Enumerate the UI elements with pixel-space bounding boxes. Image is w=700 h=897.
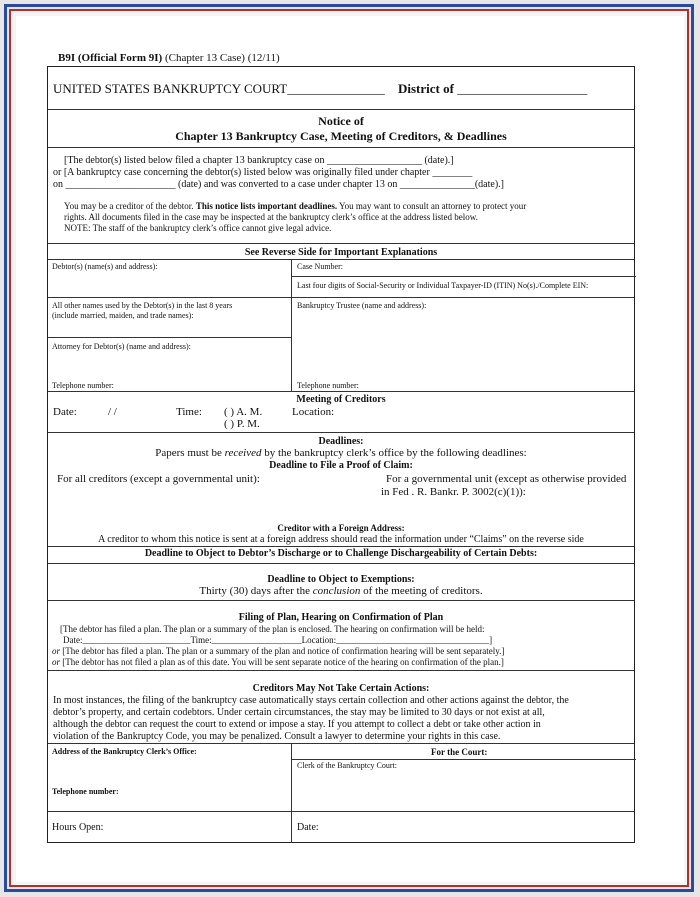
exemptions-italic: conclusion — [312, 585, 361, 597]
deadlines-header: Deadlines: — [318, 436, 364, 447]
divider — [48, 600, 634, 601]
district-blank[interactable]: ____________________ — [457, 81, 588, 96]
creditor-notice-line3: NOTE: The staff of the bankruptcy clerk’s office cannot give legal advice. — [64, 223, 332, 233]
foreign-address-text: A creditor to whom this notice is sent at a foreign address should read the information under “Claims” on the reverse side — [98, 534, 584, 545]
ssn-field[interactable]: Last four digits of Social-Security or Individual Taxpayer-ID (ITIN) No(s)./Complete EIN: — [297, 281, 589, 290]
deadlines-intro-italic: received — [224, 447, 262, 459]
court-header — [53, 81, 587, 97]
plan-or-2: or — [52, 657, 61, 667]
creditor-notice-post: You may want to consult an attorney to protect your — [339, 201, 527, 211]
plan-line3 — [52, 646, 504, 656]
other-names-field-line2: (include married, maiden, and trade names): — [52, 311, 194, 320]
plan-or-1: or — [52, 646, 61, 656]
other-names-field-line1[interactable]: All other names used by the Debtor(s) in the last 8 years — [52, 301, 233, 310]
clerk-address-field[interactable]: Address of the Bankruptcy Clerk’s Office: — [52, 747, 197, 756]
discharge-deadline-header: Deadline to Object to Debtor’s Discharge or to Challenge Dischargeability of Certain Debts: — [144, 548, 538, 559]
form-id-rest: (Chapter 13 Case) (12/11) — [164, 52, 280, 64]
form-id-official: B9I (Official Form 9I) — [58, 52, 163, 64]
meeting-pm-option[interactable]: ( ) P. M. — [224, 418, 260, 430]
deadlines-intro — [48, 447, 634, 459]
footer-date-field[interactable]: Date: — [297, 822, 319, 833]
plan-header: Filing of Plan, Hearing on Confirmation of Plan — [238, 612, 444, 623]
divider — [48, 563, 634, 564]
creditor-notice-line1 — [64, 201, 526, 211]
plan-line3-text: [The debtor has filed a plan. The plan or a summary of the plan and notice of confirmation hearing will be sent separately.] — [62, 646, 505, 656]
plan-hearing-line[interactable]: Date:________________________Time:____________________Location:__________________________________] — [63, 635, 493, 645]
filing-line3: on ______________________ (date) and was converted to a case under chapter 13 on _______________(date).] — [53, 179, 504, 190]
deadlines-intro-pre: Papers must be — [155, 447, 222, 459]
divider — [48, 432, 634, 433]
divider — [48, 811, 634, 812]
court-name: UNITED STATES BANKRUPTCY COURT — [53, 81, 288, 96]
divider — [48, 147, 634, 148]
all-creditors-deadline: For all creditors (except a governmental unit): — [57, 473, 260, 485]
meeting-header: Meeting of Creditors — [296, 394, 386, 405]
exemptions-post: of the meeting of creditors. — [363, 585, 483, 597]
creditor-notice-line2: rights. All documents filed in the case may be inspected at the bankruptcy clerk’s office at the address listed below. — [64, 212, 478, 222]
telephone-right-field[interactable]: Telephone number: — [297, 381, 359, 390]
actions-line1: In most instances, the filing of the bankruptcy case automatically stays certain collection and other actions against the debtor, the — [53, 695, 569, 706]
proof-of-claim-header: Deadline to File a Proof of Claim: — [269, 460, 413, 471]
exemptions-text — [48, 585, 634, 597]
divider — [291, 276, 636, 277]
divider — [48, 109, 634, 110]
creditor-notice-pre: You may be a creditor of the debtor. — [64, 201, 194, 211]
divider — [48, 546, 634, 547]
actions-line2: debtor’s property, and certain codebtors. Under certain circumstances, the stay may be limited to 30 days or not exist at all, — [53, 707, 545, 718]
attorney-field[interactable]: Attorney for Debtor(s) (name and address): — [52, 342, 191, 351]
gov-unit-deadline-line1: For a governmental unit (except as otherwise provided — [386, 473, 627, 485]
meeting-date-field[interactable]: / / — [108, 406, 117, 418]
meeting-am-option[interactable]: ( ) A. M. — [224, 406, 263, 418]
footer-column-divider — [291, 743, 292, 843]
actions-line3: although the debtor can request the court to extend or impose a stay. If you attempt to collect a debt or take other action in — [53, 719, 541, 730]
court-name-blank[interactable]: _______________ — [287, 81, 385, 96]
foreign-address-header: Creditor with a Foreign Address: — [277, 523, 405, 533]
divider — [48, 670, 634, 671]
district-label: District of — [398, 81, 454, 96]
notice-title-line1: Notice of — [318, 114, 364, 128]
plan-line1: [The debtor has filed a plan. The plan or a summary of the plan is enclosed. The hearing on confirmation will be held: — [60, 624, 485, 634]
notice-title-line2: Chapter 13 Bankruptcy Case, Meeting of Creditors, & Deadlines — [175, 129, 507, 143]
reverse-side-header: See Reverse Side for Important Explanations — [244, 247, 438, 258]
hours-open-field[interactable]: Hours Open: — [52, 822, 104, 833]
fields-column-divider — [291, 259, 292, 391]
case-number-field[interactable]: Case Number: — [297, 262, 343, 271]
divider — [48, 337, 291, 338]
gov-unit-deadline-line2: in Fed . R. Bankr. P. 3002(c)(1)): — [381, 486, 526, 498]
exemptions-header: Deadline to Object to Exemptions: — [267, 574, 415, 585]
divider — [291, 759, 636, 760]
deadlines-intro-post: by the bankruptcy clerk’s office by the following deadlines: — [264, 447, 527, 459]
plan-line4-text: [The debtor has not filed a plan as of this date. You will be sent separate notice of the hearing on confirmation of the plan.] — [62, 657, 504, 667]
divider — [48, 259, 634, 260]
trustee-field[interactable]: Bankruptcy Trustee (name and address): — [297, 301, 427, 310]
telephone-left-field[interactable]: Telephone number: — [52, 381, 114, 390]
actions-header: Creditors May Not Take Certain Actions: — [252, 683, 430, 694]
plan-line4 — [52, 657, 504, 667]
for-the-court-label: For the Court: — [431, 747, 488, 757]
meeting-time-label: Time: — [176, 406, 202, 418]
divider — [48, 243, 634, 244]
meeting-date-label: Date: — [53, 406, 77, 418]
clerk-of-court-field[interactable]: Clerk of the Bankruptcy Court: — [297, 761, 397, 770]
debtor-name-field[interactable]: Debtor(s) (name(s) and address): — [52, 262, 158, 271]
actions-line4: violation of the Bankruptcy Code, you may be penalized. Consult a lawyer to determine your rights in this case. — [53, 731, 501, 742]
bankruptcy-notice-form — [47, 66, 635, 843]
filing-line2: or [A bankruptcy case concerning the debtor(s) listed below was originally filed under chapter ________ — [53, 167, 473, 178]
divider — [48, 297, 634, 298]
divider — [48, 743, 634, 744]
form-id — [58, 52, 280, 64]
exemptions-pre: Thirty (30) days after the — [199, 585, 310, 597]
creditor-notice-bold: This notice lists important deadlines. — [195, 201, 338, 211]
filing-line1: [The debtor(s) listed below filed a chapter 13 bankruptcy case on ___________________ (date).] — [64, 155, 454, 166]
meeting-location-label[interactable]: Location: — [292, 406, 335, 418]
clerk-telephone-field[interactable]: Telephone number: — [52, 787, 119, 796]
divider — [48, 391, 634, 392]
